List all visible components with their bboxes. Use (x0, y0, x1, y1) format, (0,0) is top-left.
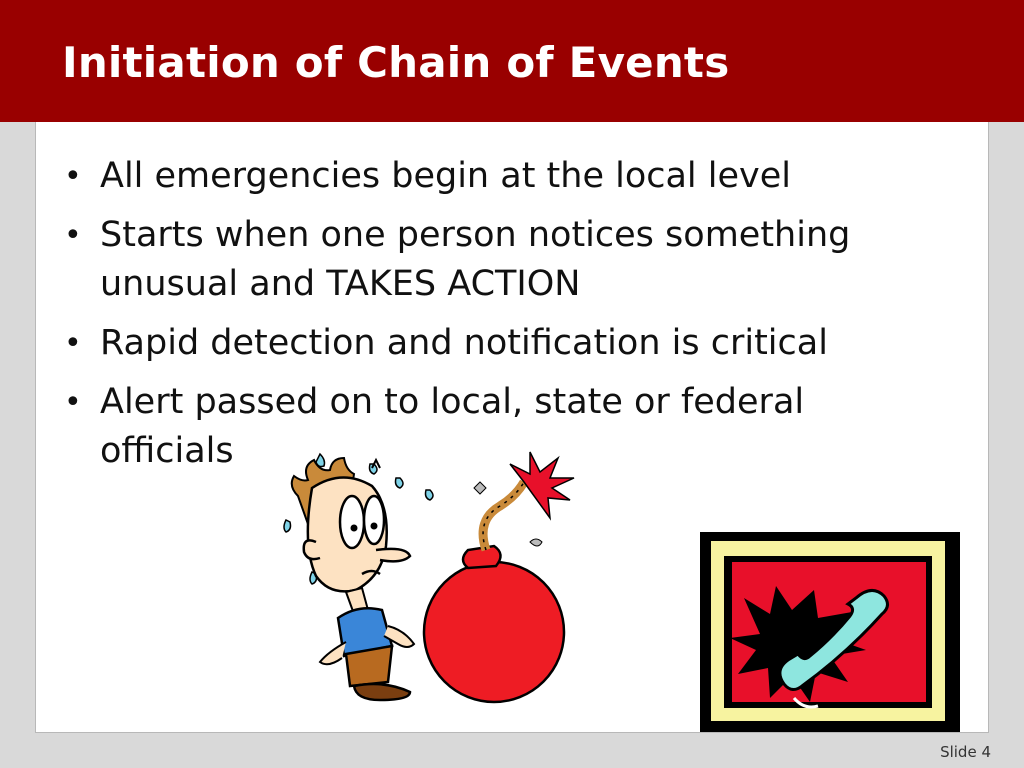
sweat-drop-icon (396, 478, 404, 488)
title-bar (0, 0, 1024, 122)
bullet-text: All emergencies begin at the local level (100, 156, 792, 196)
pants-icon (346, 646, 392, 686)
bullet-marker: • (64, 326, 82, 361)
bullet-item (64, 211, 944, 309)
bullet-text: Alert passed on to local, state or federal officials (100, 382, 805, 471)
eye-icon (340, 496, 364, 548)
bullet-marker: • (64, 385, 82, 420)
bullet-text: Starts when one person notices something unusual and TAKES ACTION (100, 215, 851, 304)
bullet-list (64, 152, 944, 486)
bullet-item (64, 152, 944, 201)
bomb-icon (424, 562, 564, 702)
worried-man-bomb-icon (268, 446, 578, 706)
slide-title: Initiation of Chain of Events (62, 38, 730, 87)
eye-icon (364, 496, 384, 544)
fuse-icon (483, 482, 524, 550)
bullet-marker: • (64, 159, 82, 194)
bullet-marker: • (64, 218, 82, 253)
emergency-phone-icon (696, 528, 964, 734)
bullet-text: Rapid detection and notification is critical (100, 323, 828, 363)
sweat-drop-icon (426, 490, 434, 500)
nose-icon (376, 549, 410, 561)
slide-number: Slide 4 (940, 743, 991, 761)
sweat-drop-icon (284, 520, 291, 532)
bullet-item (64, 319, 944, 368)
